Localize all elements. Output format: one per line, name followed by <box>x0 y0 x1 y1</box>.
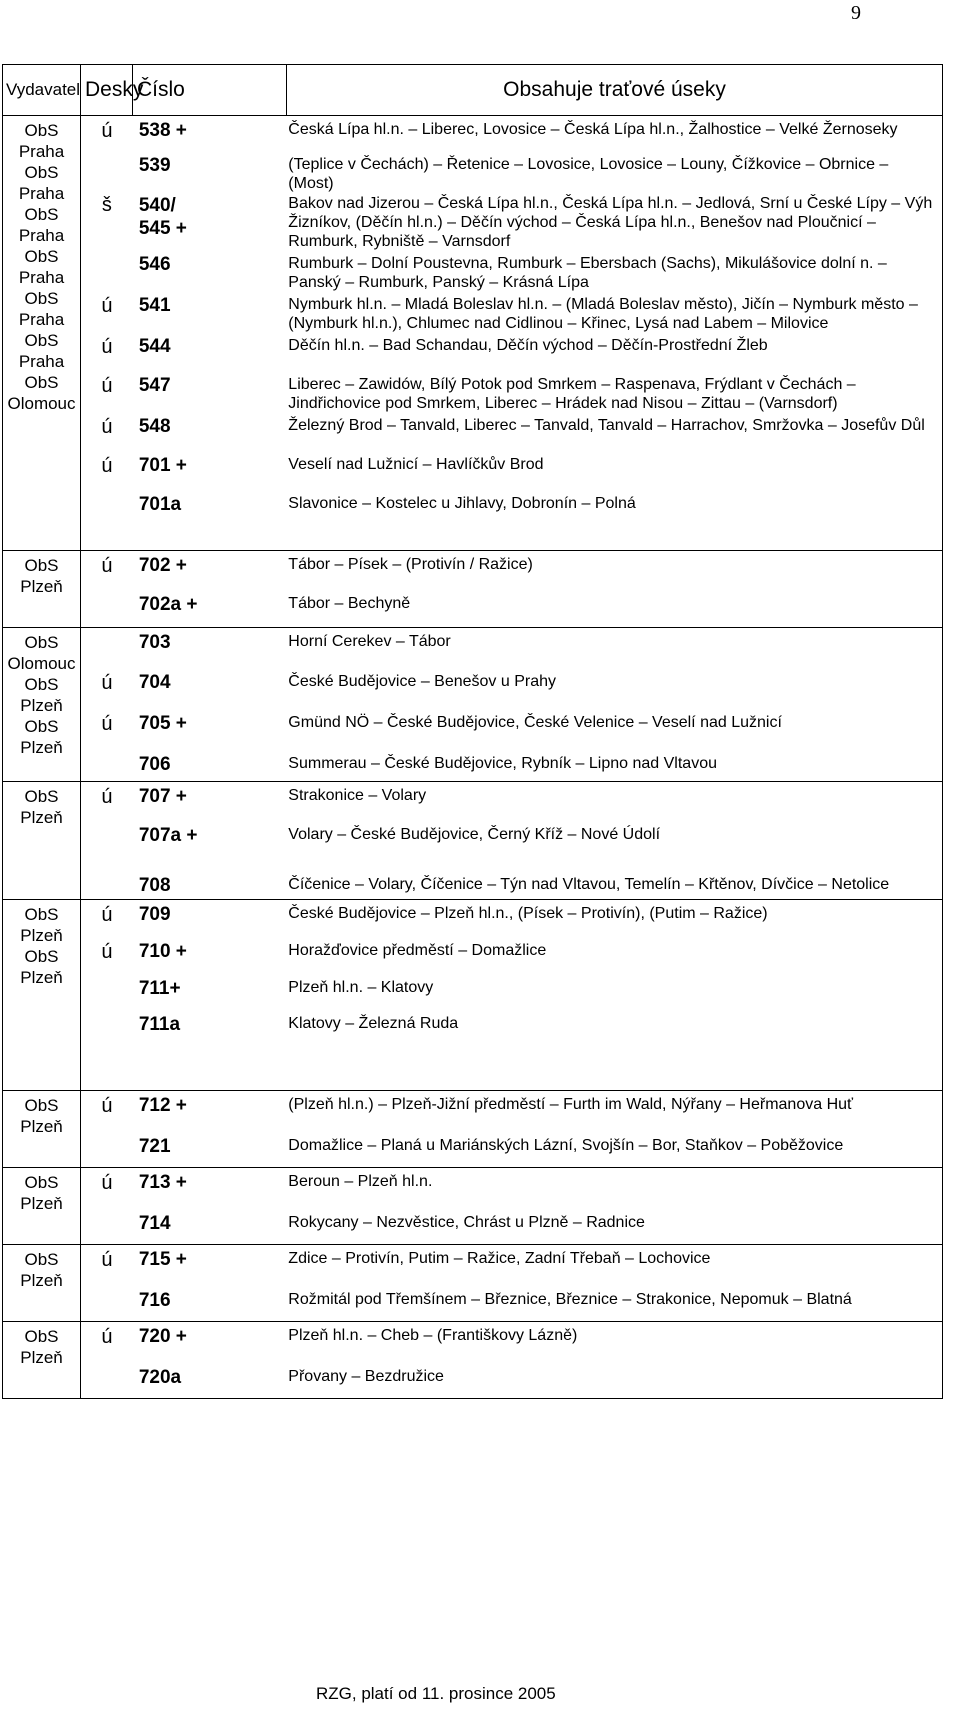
group-row <box>3 628 943 782</box>
desky-mark <box>81 875 133 897</box>
entries-cell <box>81 1245 943 1322</box>
desky-mark: ú <box>101 786 113 808</box>
section-line: Děčín hl.n. – Bad Schandau, Děčín východ – Děčín-Prostřední Žleb <box>288 337 768 354</box>
desky-mark <box>81 1213 133 1235</box>
vydavatel-org: ObS <box>24 205 59 224</box>
vydavatel-org: ObS <box>24 787 59 806</box>
desky-mark: ú <box>101 336 113 358</box>
desky-mark: ú <box>101 375 113 397</box>
route-sections <box>286 1367 942 1389</box>
route-number: 538 + <box>138 120 187 141</box>
route-sections <box>286 875 942 897</box>
footer-note: RZG, platí od 11. prosince 2005 <box>316 1684 556 1703</box>
route-sections <box>286 1014 942 1036</box>
route-number: 701a <box>138 494 182 515</box>
route-sections <box>286 295 942 333</box>
route-number: 706 <box>138 754 171 775</box>
route-entry <box>81 672 942 695</box>
desky-mark: ú <box>101 1172 113 1194</box>
section-line: Česká Lípa hl.n. – Liberec, Lovosice – Česká Lípa hl.n., Žalhostice – Velké Žernoseky <box>288 121 898 138</box>
route-sections <box>286 1326 942 1349</box>
route-sections <box>286 375 942 413</box>
group-row <box>3 782 943 900</box>
entries-cell <box>81 1168 943 1245</box>
route-entry <box>81 594 942 616</box>
route-entry <box>81 194 942 251</box>
route-entry <box>81 416 942 439</box>
route-number: 716 <box>138 1290 171 1311</box>
group-row <box>3 1168 943 1245</box>
route-entry <box>81 786 942 809</box>
desky-mark: ú <box>101 1326 113 1348</box>
route-number: 708 <box>138 875 171 896</box>
vydavatel-city: Plzeň <box>20 738 63 757</box>
section-line: Horní Cerekev – Tábor <box>288 633 451 650</box>
route-number: 541 <box>138 295 171 316</box>
route-sections <box>286 1136 942 1158</box>
route-entry <box>81 120 942 143</box>
vydavatel-org: ObS <box>24 331 59 350</box>
vydavatel-city: Plzeň <box>20 926 63 945</box>
desky-mark: ú <box>101 295 113 317</box>
vydavatel-cell <box>3 116 81 551</box>
desky-mark: ú <box>101 120 113 142</box>
route-number: 711+ <box>138 978 181 999</box>
route-number: 707a + <box>138 825 198 846</box>
route-number: 702a + <box>138 594 198 615</box>
route-entry <box>81 1014 942 1036</box>
section-line: Beroun – Plzeň hl.n. <box>288 1173 433 1190</box>
section-line: Tábor – Bechyně <box>288 595 411 612</box>
desky-mark: ú <box>101 904 113 926</box>
vydavatel-org: ObS <box>24 247 59 266</box>
route-sections <box>286 555 942 578</box>
route-sections <box>286 155 942 193</box>
route-sections <box>286 786 942 809</box>
route-entry <box>81 825 942 847</box>
section-line: Jindřichovice pod Smrkem, Liberec – Hrádek nad Nisou – Zittau – (Varnsdorf) <box>288 395 838 412</box>
vydavatel-city: Plzeň <box>20 696 63 715</box>
vydavatel-city: Olomouc <box>7 394 76 413</box>
desky-mark: ú <box>101 416 113 438</box>
route-sections <box>286 672 942 695</box>
route-number: 712 + <box>138 1095 187 1116</box>
route-entry <box>81 295 942 333</box>
entries-cell <box>81 1091 943 1168</box>
vydavatel-city: Praha <box>18 268 65 287</box>
vydavatel-city: Praha <box>18 352 65 371</box>
section-line: Tábor – Písek – (Protivín / Ražice) <box>288 556 533 573</box>
vydavatel-cell <box>3 900 81 1091</box>
vydavatel-org: ObS <box>24 289 59 308</box>
desky-mark <box>81 978 133 1000</box>
section-line: Gmünd NÖ – České Budějovice, České Velenice – Veselí nad Lužnicí <box>288 714 782 731</box>
section-line: České Budějovice – Plzeň hl.n., (Písek – Protivín), (Putim – Ražice) <box>288 905 768 922</box>
route-sections <box>286 904 942 927</box>
route-entry <box>81 494 942 516</box>
section-line: Rumburk – Dolní Poustevna, Rumburk – Ebersbach (Sachs), Mikulášovice dolní n. – <box>288 255 887 272</box>
page-number: 9 <box>851 2 861 24</box>
group-row <box>3 1245 943 1322</box>
desky-mark: ú <box>101 1249 113 1271</box>
route-number: 714 <box>138 1213 171 1234</box>
vydavatel-city: Plzeň <box>20 1194 63 1213</box>
route-entry <box>81 1095 942 1118</box>
desky-mark <box>81 1367 133 1389</box>
section-line: Plzeň hl.n. – Cheb – (Františkovy Lázně) <box>288 1327 578 1344</box>
desky-mark <box>81 254 133 292</box>
desky-mark: š <box>101 194 112 216</box>
group-row <box>3 1091 943 1168</box>
vydavatel-city: Praha <box>18 226 65 245</box>
route-number: 715 + <box>138 1249 187 1270</box>
vydavatel-city: Praha <box>18 142 65 161</box>
route-sections <box>286 941 942 964</box>
route-sections <box>286 713 942 736</box>
entries-cell <box>81 116 943 551</box>
route-number: 710 + <box>138 941 187 962</box>
route-sections <box>286 978 942 1000</box>
route-entry <box>81 155 942 193</box>
desky-mark: ú <box>101 1095 113 1117</box>
section-line: Bakov nad Jizerou – Česká Lípa hl.n., Česká Lípa hl.n. – Jedlová, Srní u České Lípy – Výh <box>288 195 933 212</box>
route-number: 704 <box>138 672 171 693</box>
desky-mark: ú <box>101 941 113 963</box>
route-entry <box>81 1136 942 1158</box>
route-number: 701 + <box>138 455 187 476</box>
route-entry <box>81 1326 942 1349</box>
desky-mark <box>81 825 133 847</box>
vydavatel-cell <box>3 1245 81 1322</box>
vydavatel-org: ObS <box>24 717 59 736</box>
route-entry <box>81 336 942 359</box>
section-line: (Nymburk hl.n.), Chlumec nad Cidlinou – Křinec, Lysá nad Labem – Milovice <box>288 315 829 332</box>
route-sections <box>286 1249 942 1272</box>
desky-mark <box>81 594 133 616</box>
vydavatel-org: ObS <box>24 556 59 575</box>
route-sections <box>286 1213 942 1235</box>
route-sections <box>286 1290 942 1312</box>
route-number: 720 + <box>138 1326 187 1347</box>
route-number: 703 <box>138 632 171 653</box>
vydavatel-cell <box>3 628 81 782</box>
route-entry <box>81 375 942 413</box>
table-header-row <box>3 65 943 116</box>
route-number: 709 <box>138 904 171 925</box>
route-sections <box>286 825 942 847</box>
route-entry <box>81 254 942 292</box>
vydavatel-city: Plzeň <box>20 1117 63 1136</box>
vydavatel-org: ObS <box>24 1250 59 1269</box>
route-number: 707 + <box>138 786 187 807</box>
route-table <box>2 64 943 1399</box>
desky-mark: ú <box>101 455 113 477</box>
section-line: Rokycany – Nezvěstice, Chrást u Plzně – Radnice <box>288 1214 645 1231</box>
desky-mark <box>81 632 133 654</box>
route-sections <box>286 754 942 776</box>
section-line: Rožmitál pod Třemšínem – Březnice, Březnice – Strakonice, Nepomuk – Blatná <box>288 1291 852 1308</box>
route-sections <box>286 594 942 616</box>
route-number: 548 <box>138 416 171 437</box>
entries-cell <box>81 1322 943 1399</box>
route-number: 539 <box>138 155 171 176</box>
desky-mark <box>81 494 133 516</box>
vydavatel-org: ObS <box>24 675 59 694</box>
vydavatel-city: Praha <box>18 310 65 329</box>
vydavatel-city: Plzeň <box>20 968 63 987</box>
vydavatel-city: Plzeň <box>20 577 63 596</box>
route-sections <box>286 120 942 143</box>
route-entry <box>81 555 942 578</box>
route-number: 720a <box>138 1367 182 1388</box>
route-entry <box>81 1172 942 1195</box>
desky-mark <box>81 1290 133 1312</box>
desky-mark <box>81 1136 133 1158</box>
route-entry <box>81 904 942 927</box>
desky-mark: ú <box>101 555 113 577</box>
vydavatel-city: Plzeň <box>20 1348 63 1367</box>
section-line: Rumburk, Rybniště – Varnsdorf <box>288 233 511 250</box>
route-number: 546 <box>138 254 171 275</box>
vydavatel-org: ObS <box>24 1327 59 1346</box>
route-sections <box>286 494 942 516</box>
section-line: Žizníkov, (Děčín hl.n.) – Děčín východ – Česká Lípa hl.n., Benešov nad Ploučnicí – <box>288 214 876 231</box>
route-entry <box>81 1213 942 1235</box>
route-number: 540/ 545 + <box>138 195 187 239</box>
vydavatel-org: ObS <box>24 1173 59 1192</box>
header-vydavatel: Vydavatel <box>3 65 81 116</box>
route-number: 544 <box>138 336 171 357</box>
section-line: Strakonice – Volary <box>288 787 427 804</box>
section-line: Summerau – České Budějovice, Rybník – Lipno nad Vltavou <box>288 755 717 772</box>
group-row <box>3 1322 943 1399</box>
section-line: Plzeň hl.n. – Klatovy <box>288 979 434 996</box>
route-entry <box>81 1290 942 1312</box>
route-sections <box>286 336 942 359</box>
desky-mark <box>81 754 133 776</box>
route-number: 721 <box>138 1136 171 1157</box>
vydavatel-cell <box>3 1322 81 1399</box>
vydavatel-cell <box>3 782 81 900</box>
section-line: (Plzeň hl.n.) – Plzeň-Jižní předměstí – Furth im Wald, Nýřany – Heřmanova Huť <box>288 1096 854 1113</box>
section-line: Veselí nad Lužnicí – Havlíčkův Brod <box>288 456 544 473</box>
route-sections <box>286 1172 942 1195</box>
vydavatel-city: Plzeň <box>20 1271 63 1290</box>
route-entry <box>81 713 942 736</box>
route-entry <box>81 941 942 964</box>
header-obsahuje: Obsahuje traťové úseky <box>503 78 726 101</box>
group-row <box>3 551 943 628</box>
section-line: Volary – České Budějovice, Černý Kříž – Nové Údolí <box>288 826 661 843</box>
route-number: 547 <box>138 375 171 396</box>
entries-cell <box>81 628 943 782</box>
section-line: České Budějovice – Benešov u Prahy <box>288 673 557 690</box>
entries-cell <box>81 900 943 1091</box>
route-sections <box>286 1095 942 1118</box>
group-row <box>3 900 943 1091</box>
route-entry <box>81 1249 942 1272</box>
section-line: (Teplice v Čechách) – Řetenice – Lovosice, Lovosice – Louny, Čížkovice – Obrnice – <box>288 156 889 173</box>
vydavatel-org: ObS <box>24 947 59 966</box>
route-entry <box>81 632 942 654</box>
entries-cell <box>81 551 943 628</box>
route-sections <box>286 416 942 439</box>
route-sections <box>286 194 942 251</box>
desky-mark: ú <box>101 713 113 735</box>
section-line: Železný Brod – Tanvald, Liberec – Tanvald, Tanvald – Harrachov, Smržovka – Josefův Důl <box>288 417 925 434</box>
group-row <box>3 116 943 551</box>
vydavatel-cell <box>3 551 81 628</box>
section-line: Číčenice – Volary, Číčenice – Týn nad Vltavou, Temelín – Křtěnov, Dívčice – Netolice <box>288 876 890 893</box>
header-desky: Desky <box>81 65 133 115</box>
entries-cell <box>81 782 943 900</box>
route-entry <box>81 1367 942 1389</box>
vydavatel-cell <box>3 1168 81 1245</box>
route-entry <box>81 455 942 478</box>
vydavatel-org: ObS <box>24 905 59 924</box>
vydavatel-city: Olomouc <box>7 654 76 673</box>
route-entry <box>81 754 942 776</box>
vydavatel-org: ObS <box>24 633 59 652</box>
route-sections <box>286 455 942 478</box>
section-line: Domažlice – Planá u Mariánských Lázní, Svojšín – Bor, Staňkov – Poběžovice <box>288 1137 844 1154</box>
section-line: Liberec – Zawidów, Bílý Potok pod Smrkem – Raspenava, Frýdlant v Čechách – <box>288 376 856 393</box>
route-entry <box>81 978 942 1000</box>
section-line: Horažďovice předměstí – Domažlice <box>288 942 547 959</box>
section-line: Panský – Rumburk, Panský – Krásná Lípa <box>288 274 589 291</box>
route-number: 713 + <box>138 1172 187 1193</box>
desky-mark <box>81 1014 133 1036</box>
vydavatel-org: ObS <box>24 121 59 140</box>
section-line: Nymburk hl.n. – Mladá Boleslav hl.n. – (Mladá Boleslav město), Jičín – Nymburk město – <box>288 296 918 313</box>
vydavatel-org: ObS <box>24 163 59 182</box>
section-line: (Most) <box>288 175 334 192</box>
route-entry <box>81 875 942 897</box>
desky-mark: ú <box>101 672 113 694</box>
section-line: Slavonice – Kostelec u Jihlavy, Dobronín – Polná <box>288 495 636 512</box>
route-number: 711a <box>138 1014 181 1035</box>
desky-mark <box>81 155 133 193</box>
section-line: Zdice – Protivín, Putim – Ražice, Zadní Třebaň – Lochovice <box>288 1250 711 1267</box>
route-number: 702 + <box>138 555 187 576</box>
vydavatel-org: ObS <box>24 1096 59 1115</box>
vydavatel-org: ObS <box>24 373 59 392</box>
route-sections <box>286 632 942 654</box>
vydavatel-cell <box>3 1091 81 1168</box>
section-line: Klatovy – Železná Ruda <box>288 1015 459 1032</box>
route-number: 705 + <box>138 713 187 734</box>
vydavatel-city: Praha <box>18 184 65 203</box>
vydavatel-city: Plzeň <box>20 808 63 827</box>
header-cislo: Číslo <box>133 65 287 115</box>
section-line: Přovany – Bezdružice <box>288 1368 444 1385</box>
route-sections <box>286 254 942 292</box>
